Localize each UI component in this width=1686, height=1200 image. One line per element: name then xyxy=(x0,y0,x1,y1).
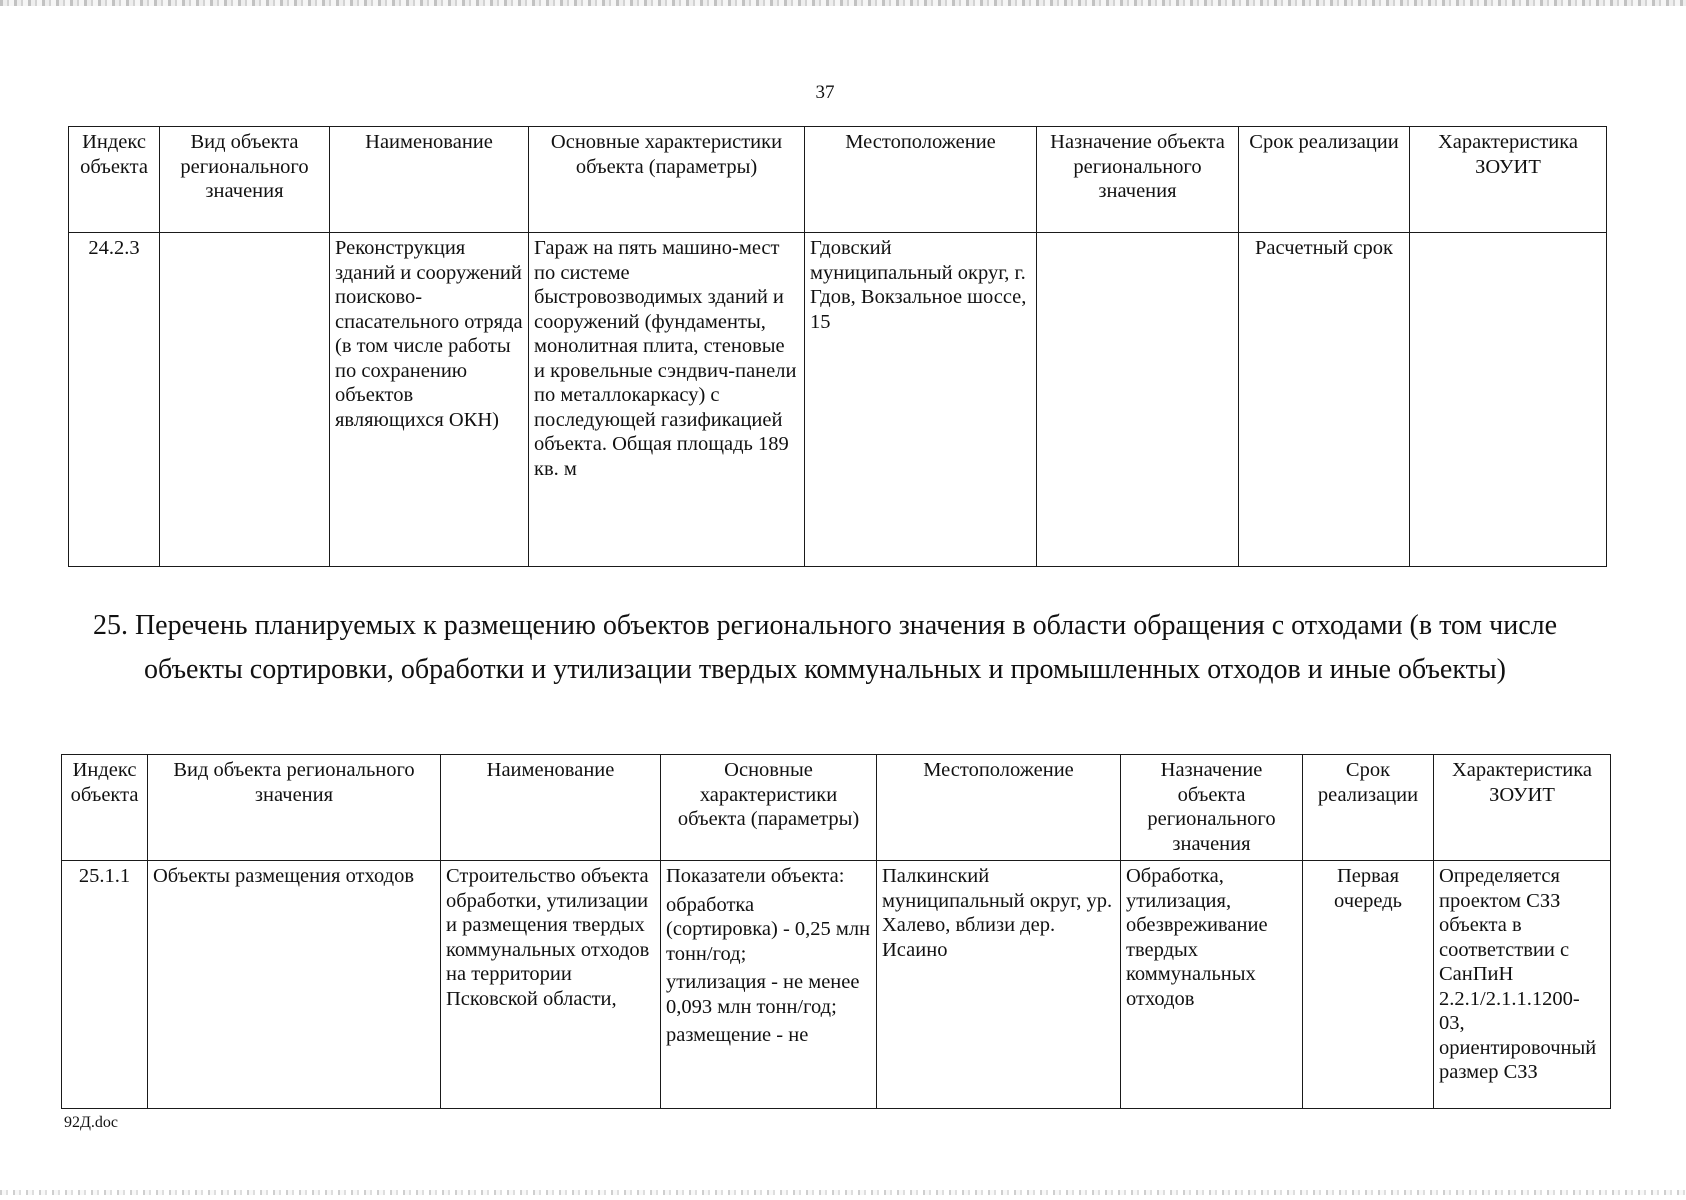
scan-edge-top xyxy=(0,0,1686,6)
table-row xyxy=(69,233,1607,567)
table-header-row xyxy=(62,755,1611,861)
cell-term: Первая очередь xyxy=(1303,861,1434,1109)
header-location: Местоположение xyxy=(877,755,1121,861)
cell-characteristics xyxy=(661,861,877,1109)
header-zouit: Характеристика ЗОУИТ xyxy=(1434,755,1611,861)
header-index: Индекс объекта xyxy=(62,755,148,861)
cell-characteristics: Гараж на пять машино-мест по системе быстровозводимых зданий и сооружений (фундаменты, монолитная плита, стеновые и кровельные сэндвич-панели по металлокаркасу) с последующей газификацией объекта. Общая площадь 189 кв. м xyxy=(529,233,805,567)
section-title: 25. Перечень планируемых к размещению объектов регионального значения в области обращения с отходами (в том числе объекты сортировки, обработки и утилизации твердых коммунальных и промышленных отходов и иные объекты) xyxy=(92,610,1558,685)
header-characteristics: Основные характеристики объекта (параметры) xyxy=(529,127,805,233)
table-row xyxy=(62,861,1611,1109)
cell-location: Палкинский муниципальный округ, ур. Халево, вблизи дер. Исаино xyxy=(877,861,1121,1109)
characteristic-line: обработка (сортировка) - 0,25 млн тонн/год; xyxy=(666,893,871,965)
characteristic-line: размещение - не xyxy=(666,1024,809,1046)
header-location: Местоположение xyxy=(805,127,1037,233)
table-header-row xyxy=(69,127,1607,233)
cell-location: Гдовский муниципальный округ, г. Гдов, Вокзальное шоссе, 15 xyxy=(805,233,1037,567)
header-index: Индекс объекта xyxy=(69,127,160,233)
characteristic-line: утилизация - не менее 0,093 млн тонн/год; xyxy=(666,971,860,1018)
page-number: 37 xyxy=(815,82,835,103)
table-objects-24 xyxy=(68,126,1607,567)
header-type: Вид объекта регионального значения xyxy=(148,755,441,861)
header-characteristics: Основные характеристики объекта (параметры) xyxy=(661,755,877,861)
header-name: Наименование xyxy=(441,755,661,861)
cell-purpose: Обработка, утилизация, обезвреживание твердых коммунальных отходов xyxy=(1121,861,1303,1109)
cell-type: Объекты размещения отходов xyxy=(148,861,441,1109)
header-purpose: Назначение объекта регионального значения xyxy=(1037,127,1239,233)
cell-index: 24.2.3 xyxy=(69,233,160,567)
header-zouit: Характеристика ЗОУИТ xyxy=(1410,127,1607,233)
cell-zouit xyxy=(1410,233,1607,567)
header-term: Срок реализации xyxy=(1303,755,1434,861)
cell-term: Расчетный срок xyxy=(1239,233,1410,567)
table-objects-25 xyxy=(61,754,1611,1109)
cell-purpose xyxy=(1037,233,1239,567)
cell-zouit: Определяется проектом СЗЗ объекта в соответствии с СанПиН 2.2.1/2.1.1.1200-03, ориентировочный размер СЗЗ xyxy=(1434,861,1611,1109)
header-term: Срок реализации xyxy=(1239,127,1410,233)
cell-type xyxy=(160,233,330,567)
header-type: Вид объекта регионального значения xyxy=(160,127,330,233)
scan-edge-bottom xyxy=(0,1190,1686,1195)
cell-name: Строительство объекта обработки, утилизации и размещения твердых коммунальных отходов на территории Псковской области, xyxy=(441,861,661,1109)
cell-index: 25.1.1 xyxy=(62,861,148,1109)
footer-filename: 92Д.doc xyxy=(64,1114,119,1131)
characteristic-line: Показатели объекта: xyxy=(666,865,845,887)
header-purpose: Назначение объекта регионального значения xyxy=(1121,755,1303,861)
header-name: Наименование xyxy=(330,127,529,233)
cell-name: Реконструкция зданий и сооружений поисково-спасательного отряда (в том числе работы по сохранению объектов являющихся ОКН) xyxy=(330,233,529,567)
